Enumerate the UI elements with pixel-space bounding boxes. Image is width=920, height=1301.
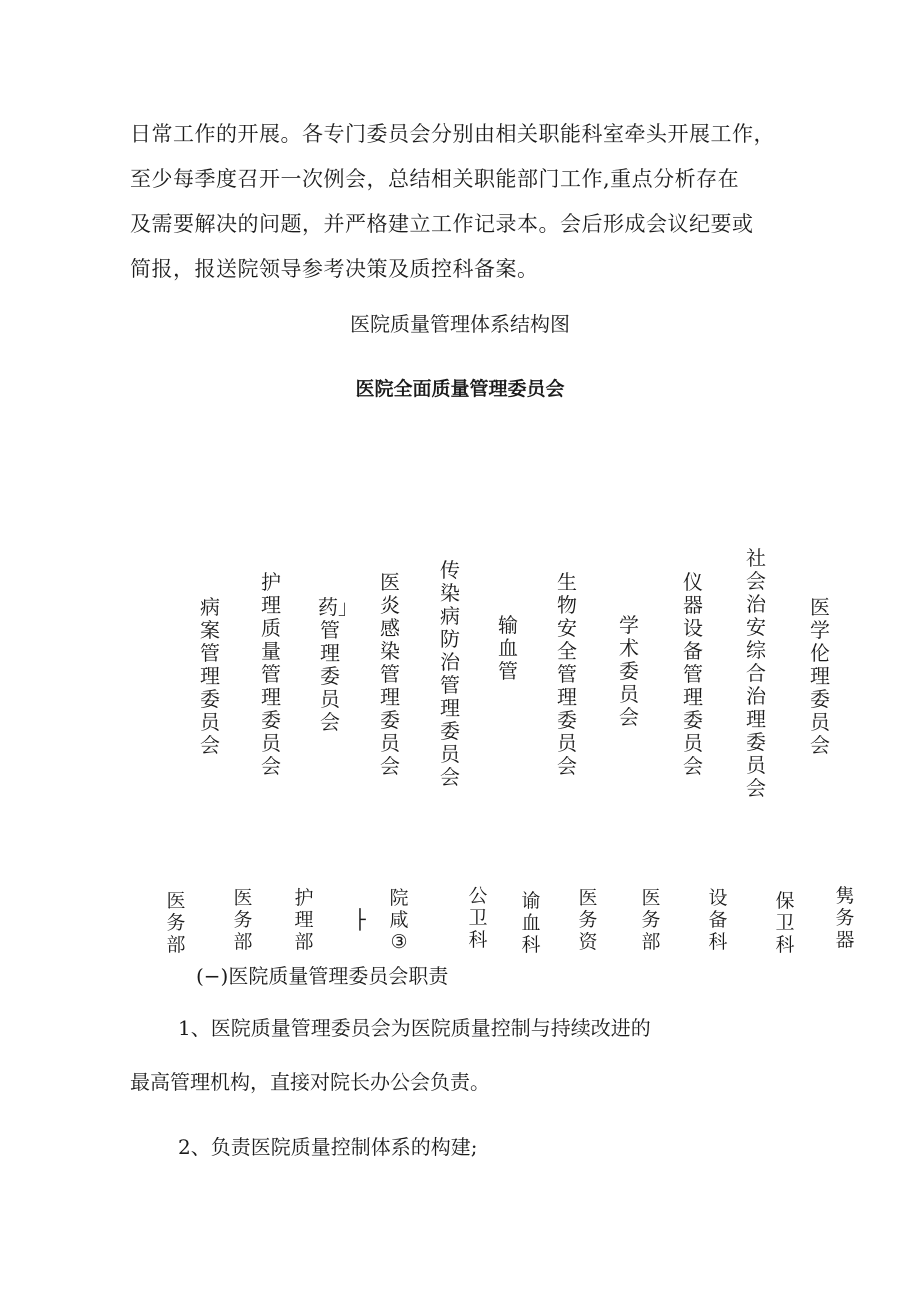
duty-item-2: 2、负责医院质量控制体系的构建; (178, 1135, 478, 1159)
dept-label: 医务部 (641, 887, 661, 953)
committee-infection-control: 医炎感染管理委员会 (380, 570, 400, 778)
dept-label: 设备科 (708, 887, 728, 953)
paragraph-line: 及需要解决的问题，并严格建立工作记录本。会后形成会议纪要或 (130, 212, 754, 236)
committee-medical-ethics: 医学伦理委员会 (810, 595, 830, 757)
committee-infectious-disease: 传染病防治管理委员会 (440, 558, 460, 789)
intro-paragraph (130, 112, 810, 292)
dept-label: 保卫科 (775, 890, 795, 956)
dept-label: 隽务器 (835, 885, 855, 951)
committee-academic: 学术委员会 (619, 613, 639, 729)
top-committee: 医院全面质量管理委员会 (355, 378, 565, 400)
duty-item-1-line-1: 1、医院质量管理委员会为医院质量控制与持续改进的 (178, 1016, 651, 1040)
committee-public-security: 社会治安综合治理委员会 (746, 546, 766, 800)
committee-blood-transfusion: 输血管 (498, 613, 518, 683)
dept-label: ├ (354, 909, 366, 931)
dept-label: 公卫科 (468, 885, 488, 951)
dept-label: 医务部 (233, 887, 253, 953)
dept-label: 医务部 (166, 890, 186, 956)
committee-biosafety: 生物安全管理委员会 (557, 570, 577, 778)
dept-label: 医务资 (578, 887, 598, 953)
dept-label: 院咸③ (389, 887, 409, 953)
chart-caption: 医院质量管理体系结构图 (350, 312, 570, 336)
paragraph-line: 至少每季度召开一次例会，总结相关职能部门工作,重点分析存在 (130, 167, 740, 191)
dept-label: 谕血科 (521, 890, 541, 956)
duty-item-1-line-2: 最高管理机构，直接对院长办公会负责。 (130, 1070, 490, 1094)
committee-equipment: 仪器设备管理委员会 (683, 570, 703, 778)
committee-medical-records: 病案管理委员会 (200, 595, 220, 757)
dept-label: 护理部 (294, 887, 314, 953)
committee-nursing-quality: 护理质量管理委员会 (261, 570, 281, 778)
paragraph-line: 简报，报送院领导参考决策及质控科备案。 (130, 257, 539, 281)
committee-pharmacy: 药」管理委员会 (318, 595, 358, 734)
paragraph-line: 日常工作的开展。各专门委员会分别由相关职能科室牵头开展工作， (130, 122, 775, 146)
section-title: (−)医院质量管理委员会职责 (196, 964, 449, 988)
